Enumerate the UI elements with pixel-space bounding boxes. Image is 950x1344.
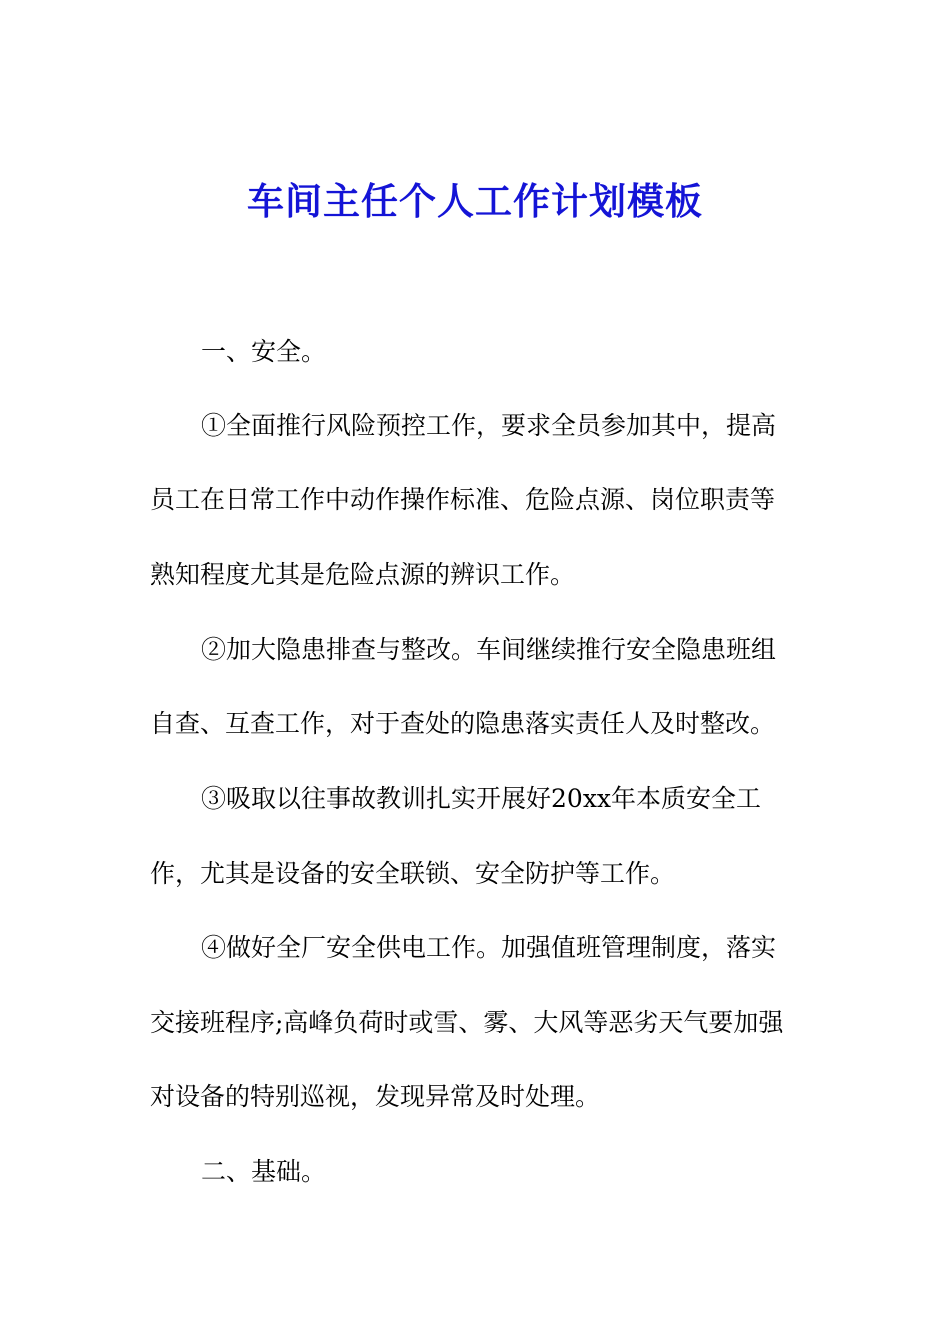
paragraph-line: 对设备的特别巡视，发现异常及时处理。 [150,1082,601,1111]
section-heading-foundation: 二、基础。 [201,1157,327,1186]
paragraph-line: 自查、互查工作，对于查处的隐患落实责任人及时整改。 [150,709,776,738]
paragraph-line: ③吸取以往事故教训扎实开展好20xx年本质安全工 [201,784,762,813]
paragraph-line: 熟知程度尤其是危险点源的辨识工作。 [150,560,576,589]
section-heading-safety: 一、安全。 [201,337,327,366]
paragraph-line: 员工在日常工作中动作操作标准、危险点源、岗位职责等 [150,485,776,514]
paragraph-line: 交接班程序;高峰负荷时或雪、雾、大风等恶劣天气要加强 [150,1008,784,1037]
document-title: 车间主任个人工作计划模板 [247,179,703,223]
paragraph-line: ④做好全厂安全供电工作。加强值班管理制度，落实 [201,933,777,962]
paragraph-line: ①全面推行风险预控工作，要求全员参加其中，提高 [201,411,777,440]
paragraph-line: ②加大隐患排查与整改。车间继续推行安全隐患班组 [201,635,777,664]
paragraph-line: 作，尤其是设备的安全联锁、安全防护等工作。 [150,859,676,888]
